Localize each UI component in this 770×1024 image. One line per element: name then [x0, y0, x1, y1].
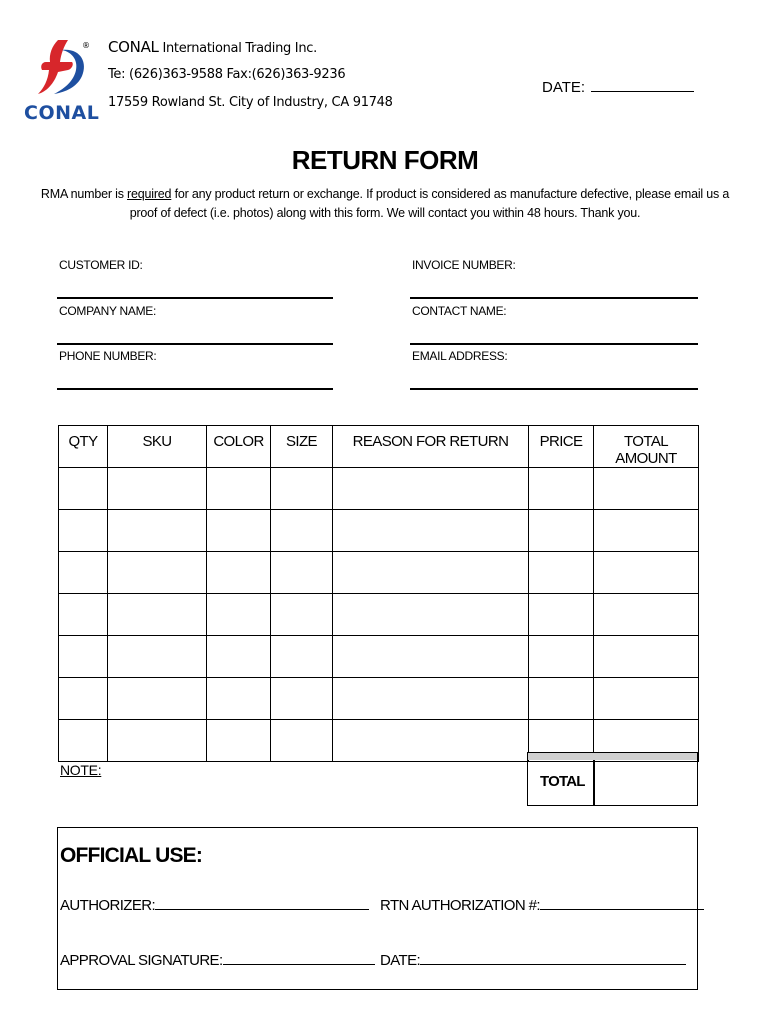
rtn-authorization-label: RTN AUTHORIZATION #:	[380, 897, 540, 914]
table-cell[interactable]	[108, 552, 207, 594]
customer-id-label: CUSTOMER ID:	[59, 258, 143, 272]
phone-number-line[interactable]	[57, 388, 333, 390]
date-field-top[interactable]	[542, 79, 694, 96]
table-cell[interactable]	[333, 594, 529, 636]
table-cell[interactable]	[108, 678, 207, 720]
table-cell[interactable]	[594, 636, 699, 678]
table-cell[interactable]	[59, 720, 108, 762]
table-cell[interactable]	[333, 678, 529, 720]
table-cell[interactable]	[108, 636, 207, 678]
col-header-sku: SKU	[108, 426, 207, 468]
table-cell[interactable]	[271, 678, 333, 720]
notice-required: required	[127, 187, 172, 201]
contact-name-line[interactable]	[410, 343, 698, 345]
col-header-color: COLOR	[207, 426, 271, 468]
table-cell[interactable]	[207, 636, 271, 678]
authorizer-label: AUTHORIZER:	[60, 897, 156, 914]
company-name-rest: International Trading Inc.	[158, 41, 317, 56]
col-header-total-amount: TOTAL AMOUNT	[594, 426, 699, 468]
table-cell[interactable]	[108, 720, 207, 762]
form-title: RETURN FORM	[291, 145, 479, 175]
table-cell[interactable]	[108, 468, 207, 510]
date-line[interactable]	[591, 79, 694, 92]
invoice-number-label: INVOICE NUMBER:	[412, 258, 516, 272]
approval-signature-line[interactable]	[223, 951, 375, 965]
svg-text:®: ®	[82, 41, 90, 50]
table-header-row	[59, 426, 699, 468]
table-row	[59, 468, 699, 510]
note-label: NOTE:	[60, 762, 102, 778]
table-cell[interactable]	[271, 468, 333, 510]
table-cell[interactable]	[333, 636, 529, 678]
company-name-label: COMPANY NAME:	[59, 304, 157, 318]
table-cell[interactable]	[594, 510, 699, 552]
approval-signature-field[interactable]	[60, 951, 375, 969]
table-cell[interactable]	[207, 594, 271, 636]
authorizer-field[interactable]	[60, 896, 369, 914]
table-cell[interactable]	[594, 594, 699, 636]
table-cell[interactable]	[271, 636, 333, 678]
table-cell[interactable]	[271, 594, 333, 636]
table-cell[interactable]	[333, 720, 529, 762]
table-cell[interactable]	[207, 468, 271, 510]
invoice-number-line[interactable]	[410, 297, 698, 299]
table-cell[interactable]	[529, 594, 594, 636]
table-cell[interactable]	[529, 636, 594, 678]
col-header-qty: QTY	[59, 426, 108, 468]
table-cell[interactable]	[59, 636, 108, 678]
table-cell[interactable]	[59, 678, 108, 720]
phone-number-label: PHONE NUMBER:	[59, 349, 157, 363]
col-header-size: SIZE	[271, 426, 333, 468]
notice-text: RMA number is	[40, 187, 128, 201]
table-cell[interactable]	[529, 678, 594, 720]
official-date-field[interactable]	[380, 951, 686, 969]
contact-name-label: CONTACT NAME:	[412, 304, 507, 318]
table-cell[interactable]	[594, 468, 699, 510]
company-name-brand: CONAL	[108, 38, 159, 56]
table-cell[interactable]	[207, 720, 271, 762]
official-use-title: OFFICIAL USE:	[60, 844, 203, 867]
total-label: TOTAL	[540, 773, 585, 790]
table-cell[interactable]	[594, 552, 699, 594]
logo-wordmark: CONAL	[24, 102, 100, 124]
table-cell[interactable]	[271, 552, 333, 594]
table-cell[interactable]	[529, 552, 594, 594]
rtn-authorization-line[interactable]	[540, 896, 704, 910]
table-cell[interactable]	[529, 468, 594, 510]
table-cell[interactable]	[207, 552, 271, 594]
notice-text: for any product return or exchange. If product is considered as manufacture defective, please email us a	[171, 187, 730, 201]
table-cell[interactable]	[594, 678, 699, 720]
table-cell[interactable]	[529, 510, 594, 552]
official-date-label: DATE:	[380, 952, 421, 969]
table-cell[interactable]	[333, 552, 529, 594]
official-date-line[interactable]	[420, 951, 686, 965]
company-name	[108, 38, 317, 56]
conal-logo	[22, 36, 104, 126]
table-cell[interactable]	[207, 510, 271, 552]
company-phone-fax: Te: (626)363-9588 Fax:(626)363-9236	[108, 67, 346, 82]
table-cell[interactable]	[108, 510, 207, 552]
company-name-line[interactable]	[57, 343, 333, 345]
table-row	[59, 678, 699, 720]
table-row	[59, 510, 699, 552]
table-cell[interactable]	[59, 594, 108, 636]
rtn-authorization-field[interactable]	[380, 896, 704, 914]
table-cell[interactable]	[108, 594, 207, 636]
table-row	[59, 636, 699, 678]
email-address-label: EMAIL ADDRESS:	[412, 349, 508, 363]
table-cell[interactable]	[271, 510, 333, 552]
table-cell[interactable]	[59, 510, 108, 552]
company-address: 17559 Rowland St. City of Industry, CA 91748	[108, 95, 393, 110]
table-cell[interactable]	[333, 468, 529, 510]
table-cell[interactable]	[207, 678, 271, 720]
table-cell[interactable]	[271, 720, 333, 762]
authorizer-line[interactable]	[155, 896, 369, 910]
notice-line-2: proof of defect (i.e. photos) along with this form. We will contact you within 48 hours. Thank you.	[129, 206, 641, 220]
table-cell[interactable]	[333, 510, 529, 552]
date-label: DATE:	[542, 79, 586, 96]
table-cell[interactable]	[59, 552, 108, 594]
col-header-price: PRICE	[529, 426, 594, 468]
table-row	[59, 552, 699, 594]
email-address-line[interactable]	[410, 388, 698, 390]
approval-signature-label: APPROVAL SIGNATURE:	[60, 952, 223, 969]
table-row	[59, 594, 699, 636]
col-header-reason: REASON FOR RETURN	[333, 426, 529, 468]
table-cell[interactable]	[59, 468, 108, 510]
items-table	[58, 425, 699, 762]
total-value-field[interactable]	[595, 762, 696, 804]
customer-id-line[interactable]	[57, 297, 333, 299]
notice-line-1	[40, 185, 730, 204]
